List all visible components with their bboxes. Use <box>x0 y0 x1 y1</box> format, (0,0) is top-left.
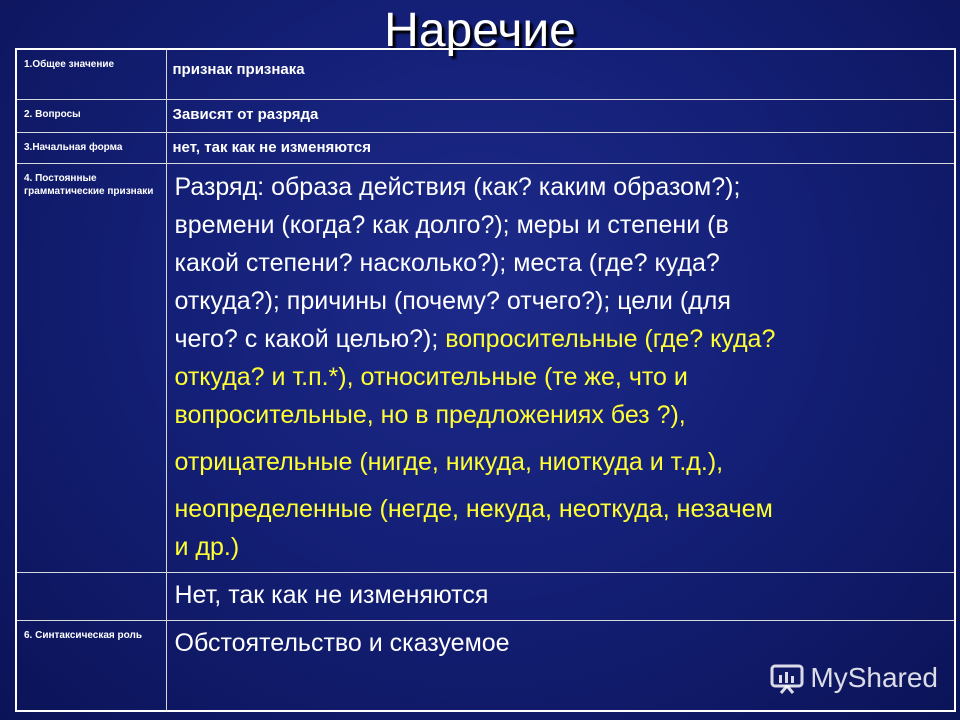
adverb-table <box>15 48 956 712</box>
row-value: Обстоятельство и сказуемое <box>166 620 955 711</box>
row-label <box>16 572 166 620</box>
row-label: 3.Начальная форма <box>16 132 166 163</box>
highlighted-text: отрицательные (нигде, никуда, ниоткуда и т.д.), <box>174 447 724 476</box>
watermark <box>770 662 938 694</box>
highlighted-text: вопросительные, но в предложениях без ?), <box>174 400 686 429</box>
text-line: какой степени? насколько?); места (где? куда? <box>174 248 720 277</box>
row-value: Нет, так как не изменяются <box>166 572 955 620</box>
highlighted-text: откуда? и т.п.*), относительные (те же, что и <box>174 362 688 391</box>
text-segment: чего? с какой целью?); <box>174 324 446 353</box>
page-title: Наречие <box>384 4 576 57</box>
text-line-mixed <box>175 320 945 358</box>
highlighted-text: вопросительные (где? куда? <box>445 324 776 353</box>
watermark-text: MyShared <box>810 662 938 693</box>
highlighted-text: и др.) <box>174 532 240 561</box>
table-row <box>16 49 955 99</box>
text-line: Разряд: образа действия (как? каким образом?); <box>174 172 741 201</box>
table-row <box>16 99 955 132</box>
row-label: 1.Общее значение <box>16 49 166 99</box>
row-label: 2. Вопросы <box>16 99 166 132</box>
row-value-categories <box>166 163 955 572</box>
table-row <box>16 132 955 163</box>
text-line: времени (когда? как долго?); меры и степени (в <box>174 210 729 239</box>
row-value: признак признака <box>166 49 955 99</box>
row-label: 6. Синтаксическая роль <box>16 620 166 711</box>
highlighted-text: неопределенные (негде, некуда, неоткуда, незачем <box>174 494 773 523</box>
row-label: 4. Постоянные грамматические признаки <box>16 163 166 572</box>
row-value: Зависят от разряда <box>166 99 955 132</box>
table-row <box>16 572 955 620</box>
row-value: нет, так как не изменяются <box>166 132 955 163</box>
slides-logo-icon <box>770 662 804 694</box>
table-row <box>16 163 955 572</box>
text-line: откуда?); причины (почему? отчего?); цели (для <box>174 286 731 315</box>
